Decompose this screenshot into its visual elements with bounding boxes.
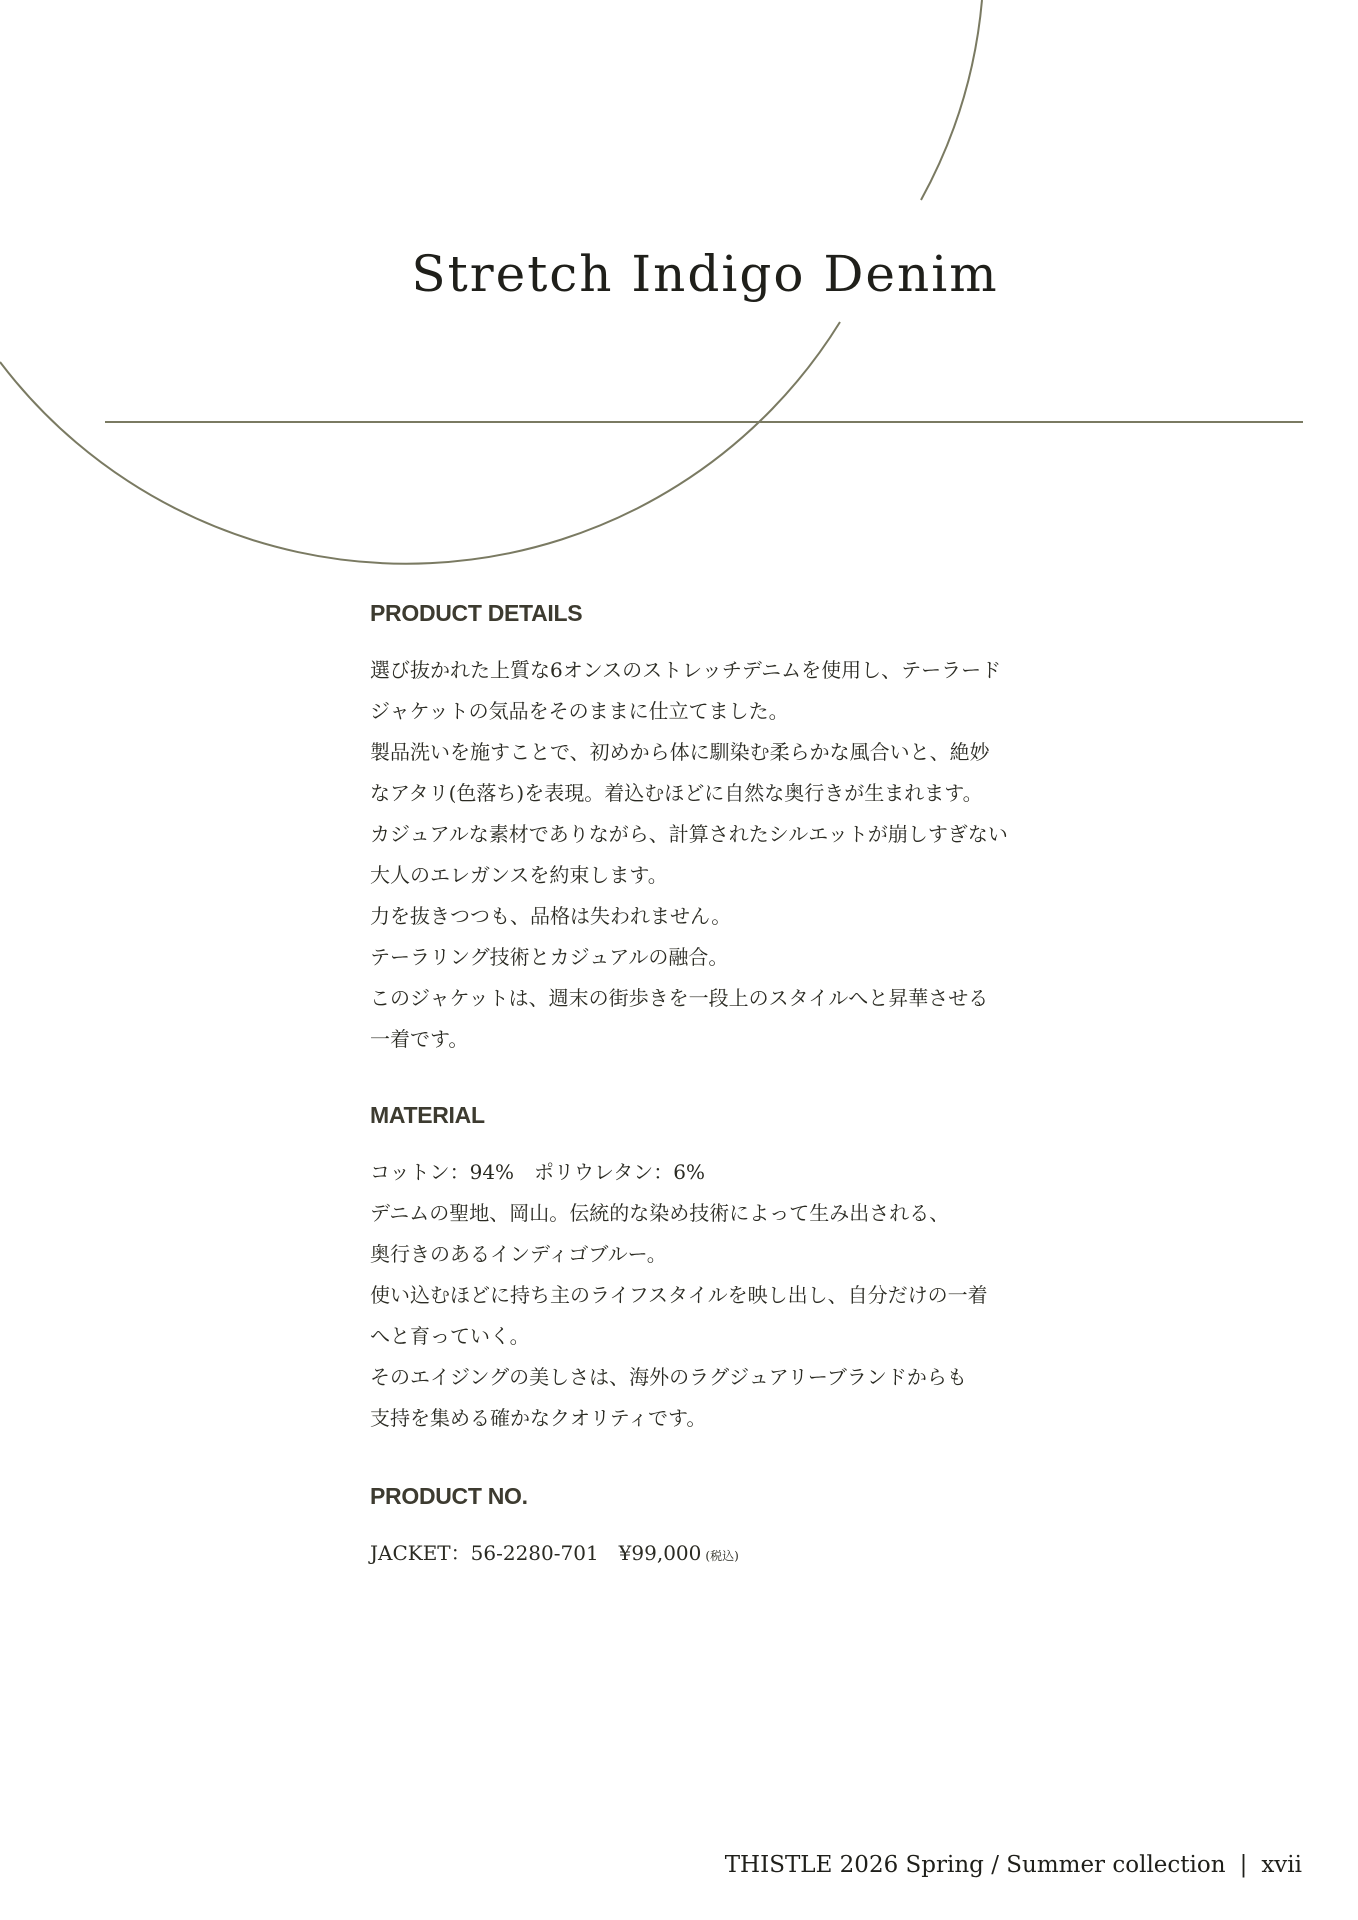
page-footer bbox=[725, 1852, 1302, 1878]
details-line: 選び抜かれた上質な6オンスのストレッチデニムを使用し、テーラード bbox=[370, 658, 1002, 682]
collection-name: THISTLE 2026 Spring / Summer collection bbox=[724, 1852, 1226, 1878]
details-line: 製品洗いを施すことで、初めから体に馴染む柔らかな風合いと、絶妙 bbox=[370, 740, 990, 764]
material-line: そのエイジングの美しさは、海外のラグジュアリーブランドからも bbox=[370, 1365, 967, 1389]
material-line: 使い込むほどに持ち主のライフスタイルを映し出し、自分だけの一着 bbox=[370, 1283, 988, 1307]
material-line: デニムの聖地、岡山。伝統的な染め技術によって生み出される、 bbox=[370, 1201, 950, 1225]
material-line: へと育っていく。 bbox=[370, 1324, 530, 1348]
material-heading: MATERIAL bbox=[370, 1102, 485, 1128]
product-details-text bbox=[370, 650, 1070, 1060]
details-line: 大人のエレガンスを約束します。 bbox=[370, 863, 668, 887]
details-line: 一着です。 bbox=[370, 1027, 469, 1051]
page-number: xvii bbox=[1261, 1852, 1302, 1878]
tax-note: (税込) bbox=[705, 1549, 739, 1563]
product-number-price: JACKET：56-2280-701 ¥99,000 bbox=[370, 1541, 702, 1565]
product-no-heading: PRODUCT NO. bbox=[370, 1483, 528, 1509]
product-content bbox=[370, 600, 1070, 1577]
product-details-heading: PRODUCT DETAILS bbox=[370, 600, 583, 626]
details-line: ジャケットの気品をそのままに仕立てました。 bbox=[370, 699, 789, 723]
details-line: カジュアルな素材でありながら、計算されたシルエットが崩しすぎない bbox=[370, 822, 1008, 846]
material-line: コットン：94% ポリウレタン：6% bbox=[370, 1160, 705, 1184]
page-title: Stretch Indigo Denim bbox=[411, 245, 999, 303]
details-line: テーラリング技術とカジュアルの融合。 bbox=[370, 945, 729, 969]
details-line: このジャケットは、週末の街歩きを一段上のスタイルへと昇華させる bbox=[370, 986, 989, 1010]
product-number-line bbox=[370, 1533, 1070, 1577]
footer-separator: | bbox=[1239, 1852, 1248, 1878]
details-line: なアタリ(色落ち)を表現。着込むほどに自然な奥行きが生まれます。 bbox=[370, 781, 983, 805]
material-line: 奥行きのあるインディゴブルー。 bbox=[370, 1242, 667, 1266]
material-line: 支持を集める確かなクオリティです。 bbox=[370, 1406, 707, 1430]
details-line: 力を抜きつつも、品格は失われません。 bbox=[370, 904, 732, 928]
material-text bbox=[370, 1152, 1070, 1439]
large-arc bbox=[921, 0, 982, 200]
lower-arc bbox=[0, 322, 840, 564]
